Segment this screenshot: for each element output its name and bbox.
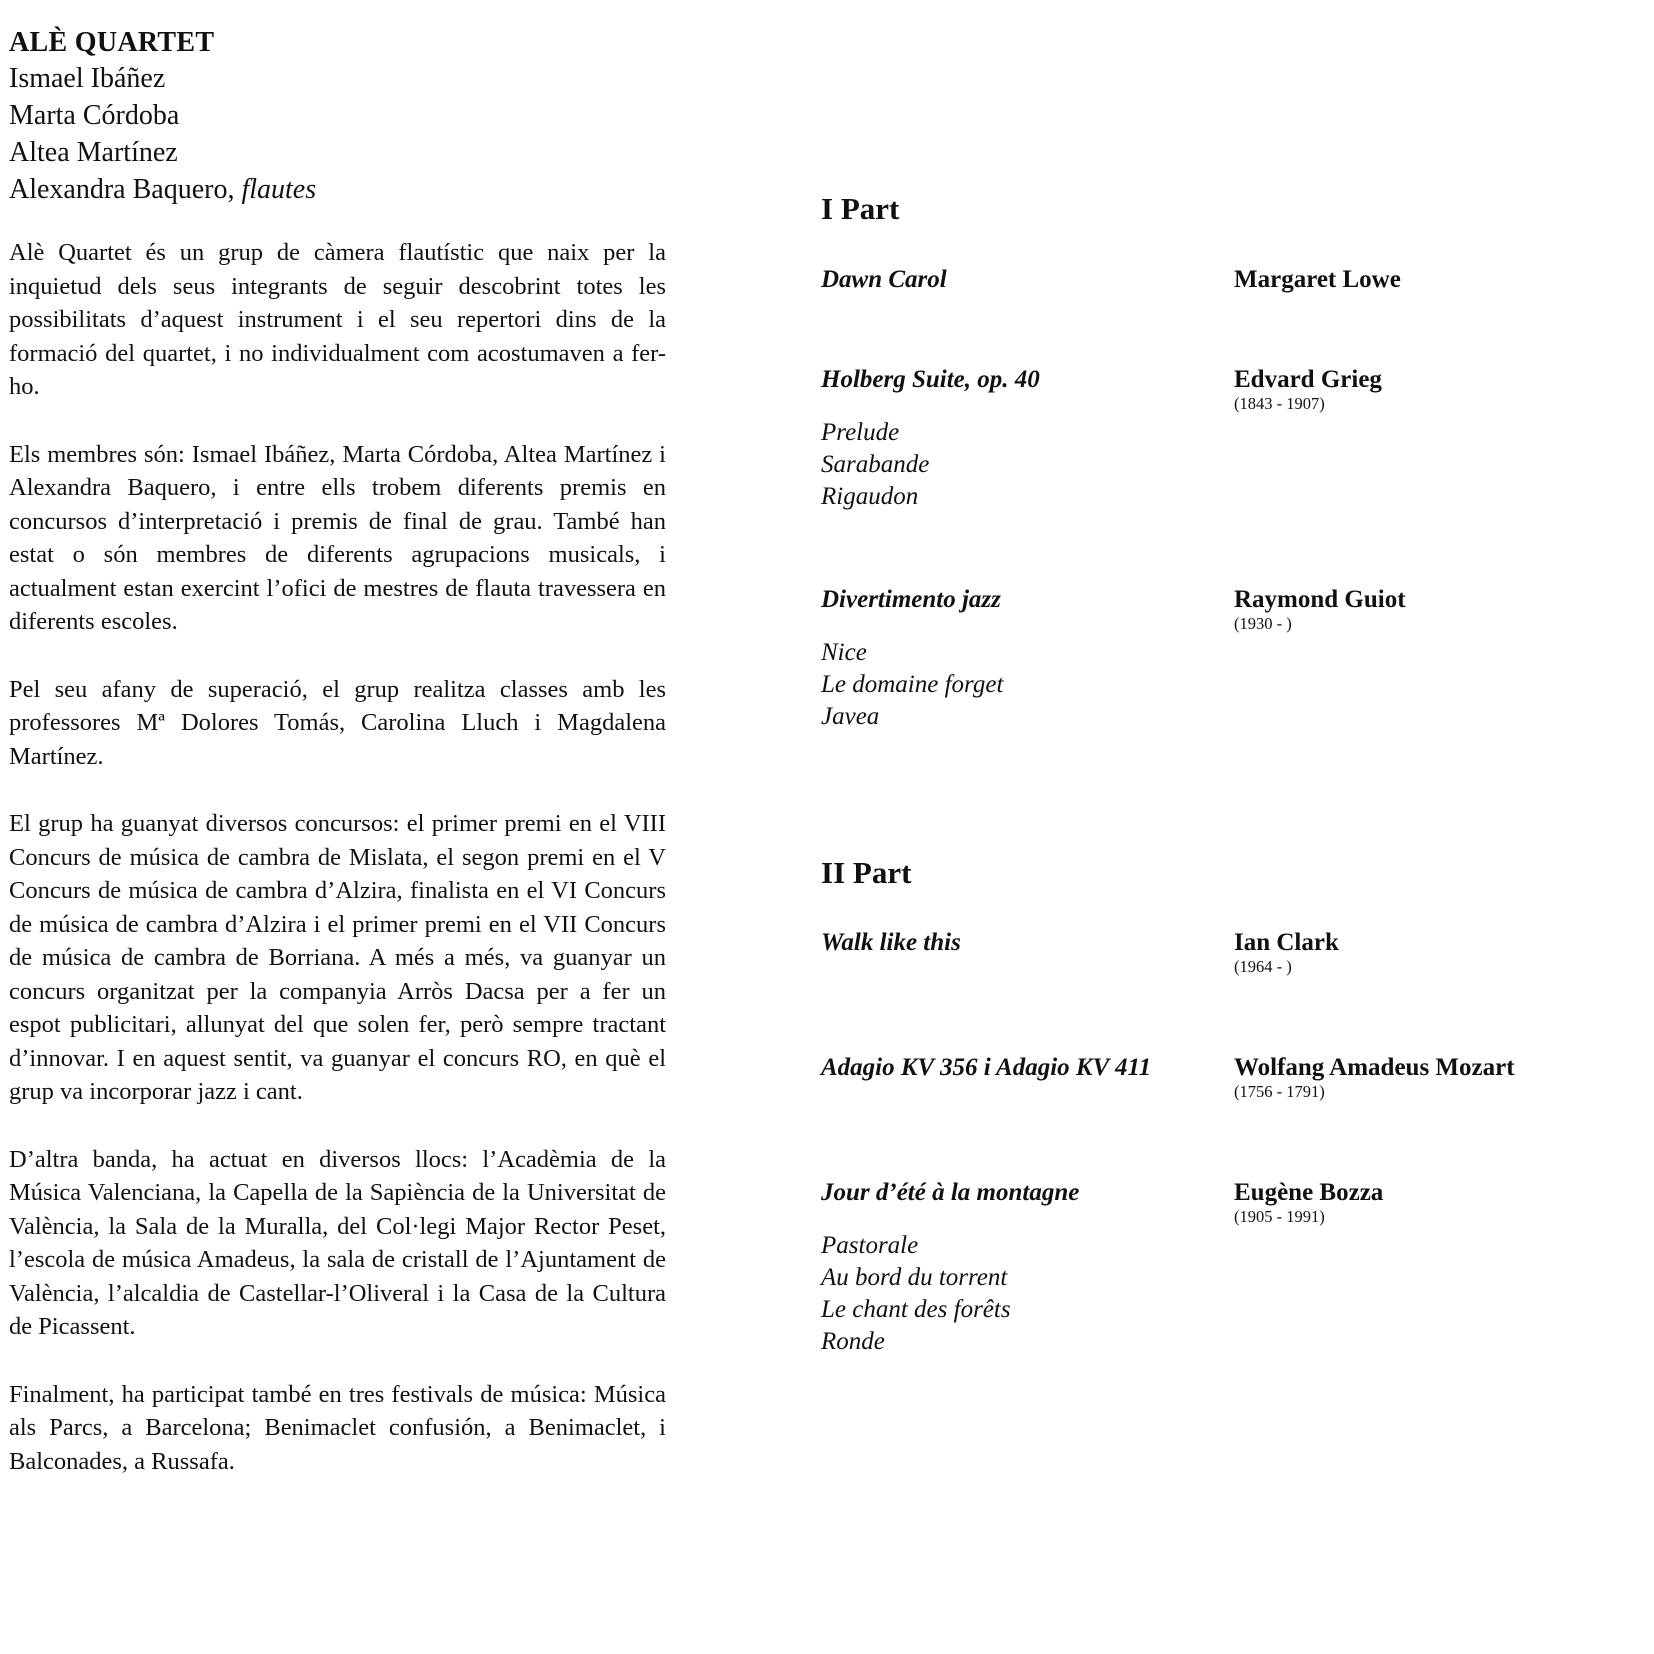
composer [1234,585,1634,633]
bio-paragraph: Els membres són: Ismael Ibáñez, Marta Córdoba, Altea Martínez i Alexandra Baquero, i entre ells trobem diferents premis en concursos d’interpretació i premis de final de grau. També han estat o són membres de diferents agrupacions musicals, i actualment estan exercint l’ofici de mestres de flauta travessera en diferents escoles. [9,440,666,635]
composer [1234,265,1634,295]
piece-title: Walk like this [821,929,961,956]
composer-dates: (1930 - ) [1234,614,1292,633]
movement-title: Javea [821,703,880,730]
piece-title: Divertimento jazz [821,586,1001,613]
movement-list [821,417,1221,513]
bio-paragraph: Alè Quartet és un grup de càmera flautístic que naix per la inquietud dels seus integrants de seguir descobrint totes les possibilitats d’aquest instrument i el seu repertori dins de la formació del quartet, i no individualment com acostumaven a fer-ho. [9,239,666,400]
part-heading: II Part [821,855,912,890]
composer-name: Wolfang Amadeus Mozart [1234,1054,1515,1081]
composer [1234,1178,1634,1226]
movement-title: Rigaudon [821,483,919,510]
movement-title: Nice [821,639,867,666]
composer-dates: (1905 - 1991) [1234,1207,1325,1226]
movement-title: Au bord du torrent [821,1264,1008,1291]
composer [1234,1053,1634,1101]
movement-title: Le domaine forget [821,671,1004,698]
movement-title: Pastorale [821,1232,919,1259]
member-role: flautes [241,174,317,205]
piece-title: Adagio KV 356 i Adagio KV 411 [821,1054,1152,1081]
composer [1234,928,1634,976]
movement-title: Le chant des forêts [821,1296,1011,1323]
bio-paragraph: Finalment, ha participat també en tres festivals de música: Música als Parcs, a Barcelona; Benimaclet confusión, a Benimaclet, i Balconades, a Russafa. [9,1380,666,1475]
bio-paragraph: D’altra banda, ha actuat en diversos llocs: l’Acadèmia de la Música Valenciana, la Capella de la Sapiència de la Universitat de València, la Sala de la Muralla, del Col·legi Major Rector Peset, l’escola de música Amadeus, la sala de cristall de l’Ajuntament de València, l’alcaldia de Castellar-l’Oliveral i la Casa de la Cultura de Picassent. [9,1145,666,1340]
movement-title: Ronde [821,1328,885,1355]
bio-paragraph: Pel seu afany de superació, el grup realitza classes amb les professores Mª Dolores Tomás, Carolina Lluch i Magdalena Martínez. [9,675,666,770]
piece-title: Holberg Suite, op. 40 [821,366,1040,393]
piece-title: Jour d’été à la montagne [821,1179,1080,1206]
movement-title: Sarabande [821,451,930,478]
part-heading: I Part [821,191,900,226]
composer-dates: (1756 - 1791) [1234,1082,1325,1101]
movement-list [821,1230,1221,1358]
composer-dates: (1843 - 1907) [1234,394,1325,413]
member-name: Marta Córdoba [9,100,180,131]
composer-name: Edvard Grieg [1234,366,1382,393]
movement-list [821,637,1221,733]
member-name: Ismael Ibáñez [9,63,166,94]
member-name: Alexandra Baquero, [9,174,235,205]
composer-name: Margaret Lowe [1234,266,1401,293]
piece-title: Dawn Carol [821,266,947,293]
bio-paragraph: El grup ha guanyat diversos concursos: el primer premi en el VIII Concurs de música de cambra de Mislata, el segon premi en el V Concurs de música de cambra d’Alzira, finalista en el VI Concurs de música de cambra d’Alzira i el primer premi en el VII Concurs de música de cambra de Borriana. A més a més, va guanyar un concurs organitzat per la companyia Arròs Dacsa per a fer un espot publicitari, allunyat del que solen fer, però sempre tractant d’innovar. I en aquest sentit, va guanyar el concurs RO, en què el grup va incorporar jazz i cant. [9,810,666,1105]
composer-name: Ian Clark [1234,929,1339,956]
ensemble-name: ALÈ QUARTET [9,27,215,58]
composer-name: Raymond Guiot [1234,586,1406,613]
composer-dates: (1964 - ) [1234,957,1292,976]
member-name: Altea Martínez [9,137,178,168]
composer [1234,365,1634,413]
movement-title: Prelude [821,419,900,446]
composer-name: Eugène Bozza [1234,1179,1384,1206]
